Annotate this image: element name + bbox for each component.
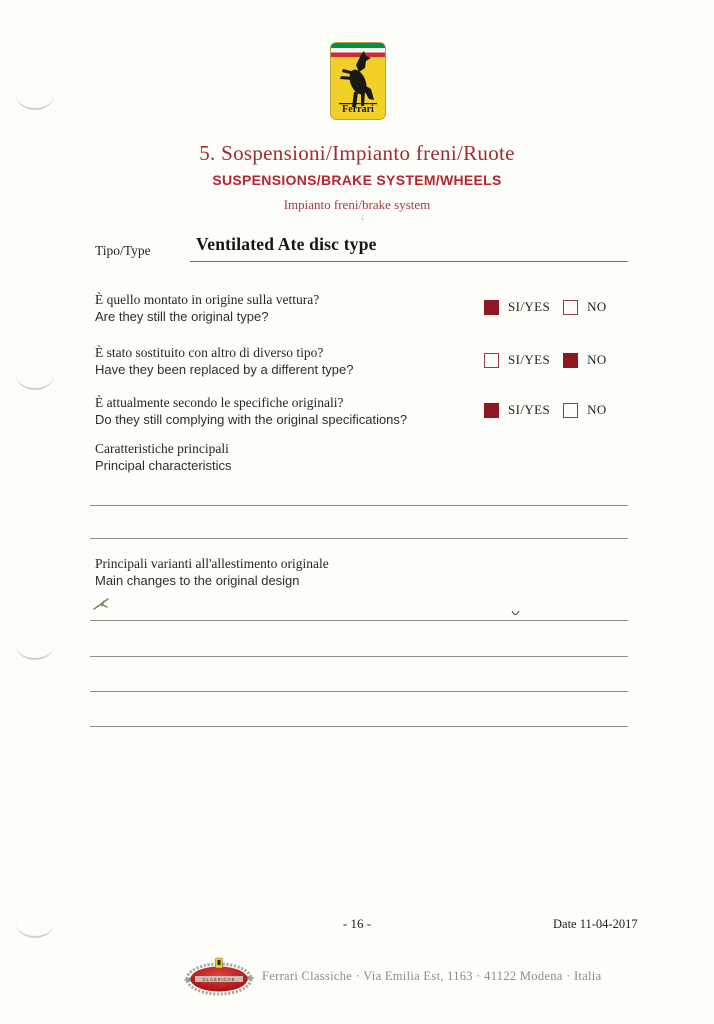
question-text-italian: È quello montato in origine sulla vettura?: [95, 292, 320, 307]
blank-write-line: [90, 505, 628, 506]
section-label-english: Main changes to the original design: [95, 573, 300, 588]
answer-group-1: [484, 299, 607, 315]
si-yes-checkbox[interactable]: [484, 353, 499, 368]
question-text-english: Are they still the original type?: [95, 309, 269, 324]
question-text-english: Have they been replaced by a different type?: [95, 362, 354, 377]
section-main-changes: [95, 555, 329, 589]
date-stamp: Date 11-04-2017: [553, 917, 638, 931]
si-yes-checkbox[interactable]: [484, 403, 499, 418]
question-text-italian: È attualmente secondo le specifiche originali?: [95, 395, 344, 410]
blank-write-line: [90, 691, 628, 692]
scan-artifact: ↓: [360, 212, 365, 223]
blank-write-line: [90, 620, 628, 621]
page-number: - 16 -: [342, 916, 372, 931]
svg-text:CLASSICHE: CLASSICHE: [202, 976, 236, 982]
question-text-italian: È stato sostituito con altro di diverso tipo?: [95, 345, 324, 360]
section-label-italian: Principali varianti all'allestimento originale: [95, 556, 329, 571]
type-field-value: Ventilated Ate disc type: [196, 234, 377, 254]
page-title: 5. Sospensioni/Impianto freni/Ruote: [199, 141, 515, 165]
no-label: NO: [587, 352, 607, 367]
question-original-type: [95, 291, 490, 325]
no-checkbox[interactable]: [563, 353, 578, 368]
no-label: NO: [587, 402, 607, 417]
question-original-specs: [95, 394, 490, 428]
answer-group-2: [484, 352, 607, 368]
section-label-italian: Caratteristiche principali: [95, 441, 229, 456]
question-text-english: Do they still complying with the original specifications?: [95, 412, 408, 427]
section-principal-characteristics: [95, 440, 232, 474]
ferrari-classiche-badge-icon: [182, 957, 256, 997]
scan-artifact: [511, 610, 520, 618]
binding-mark: [16, 642, 54, 660]
pen-mark: [92, 595, 114, 611]
svg-text:Ferrari: Ferrari: [342, 104, 374, 115]
answer-group-3: [484, 402, 607, 418]
question-replaced-type: [95, 344, 490, 378]
binding-mark: [16, 92, 54, 110]
page-title-english: SUSPENSIONS/BRAKE SYSTEM/WHEELS: [212, 172, 502, 188]
footer-address: Ferrari Classiche · Via Emilia Est, 1163 · 41122 Modena · Italia: [262, 969, 602, 983]
si-yes-label: SI/YES: [508, 299, 551, 314]
page-subtitle: Impianto freni/brake system: [283, 197, 431, 212]
blank-write-line: [90, 726, 628, 727]
blank-write-line: [90, 538, 628, 539]
no-label: NO: [587, 299, 607, 314]
ferrari-shield-logo: [330, 42, 386, 120]
si-yes-checkbox[interactable]: [484, 300, 499, 315]
si-yes-label: SI/YES: [508, 402, 551, 417]
no-checkbox[interactable]: [563, 300, 578, 315]
section-label-english: Principal characteristics: [95, 458, 232, 473]
no-checkbox[interactable]: [563, 403, 578, 418]
type-field-label: Tipo/Type: [95, 243, 151, 258]
si-yes-label: SI/YES: [508, 352, 551, 367]
blank-write-line: [90, 656, 628, 657]
type-field-underline: [190, 261, 628, 262]
binding-mark: [16, 372, 54, 390]
